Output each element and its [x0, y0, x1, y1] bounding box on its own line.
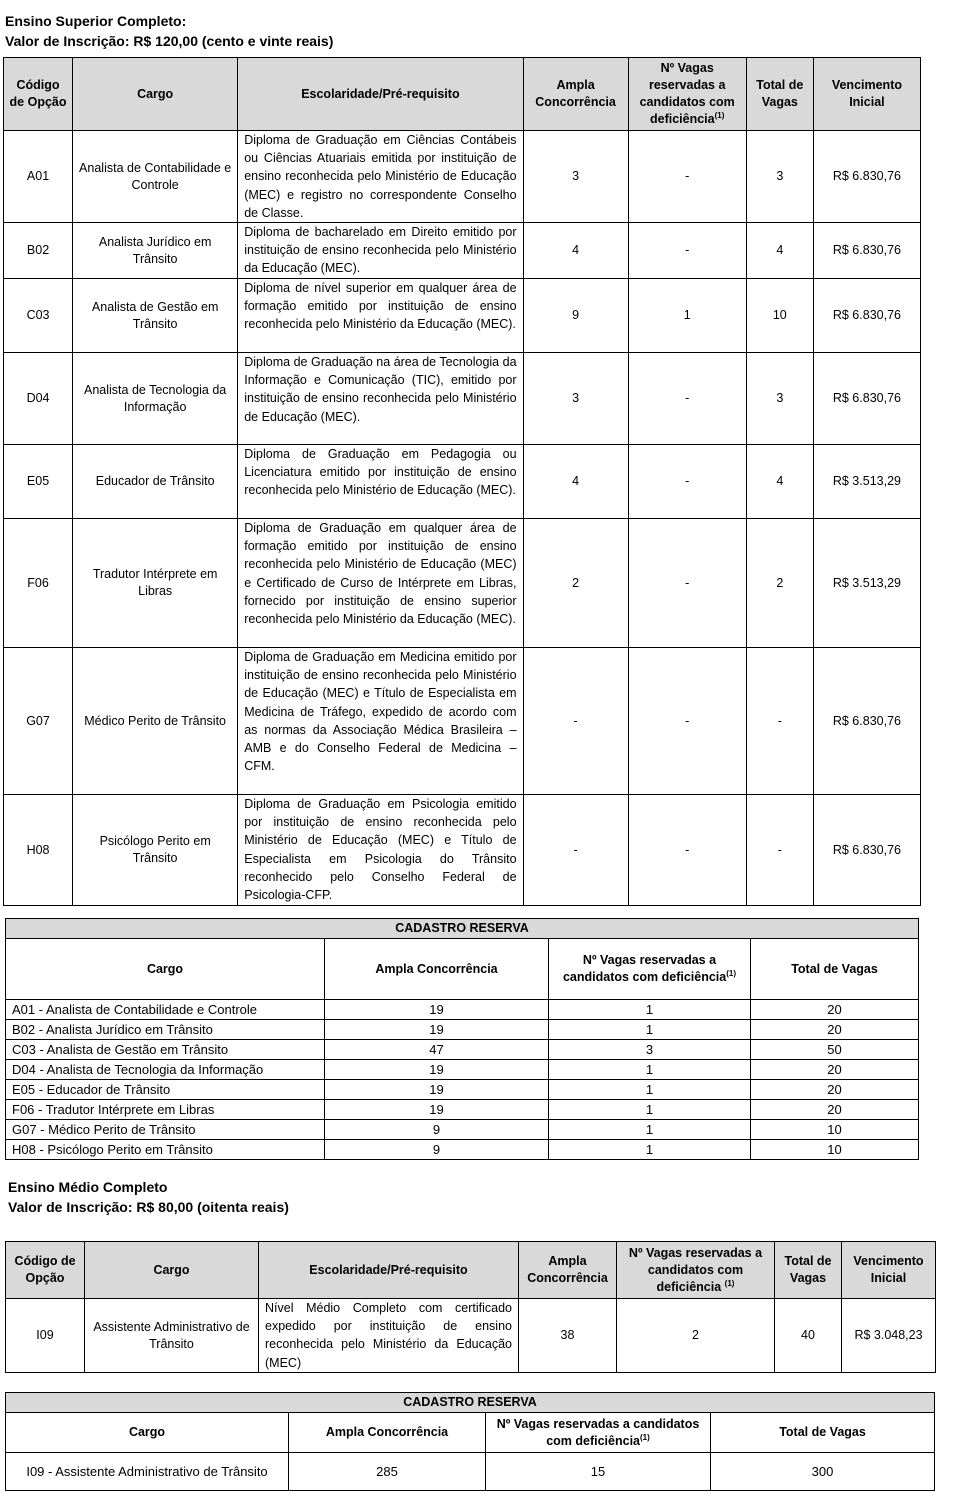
cell-ampla: 19	[325, 1080, 549, 1100]
cell-codigo: D04	[4, 353, 73, 445]
header-vencimento: Vencimento Inicial	[813, 58, 920, 131]
section-superior-title: Ensino Superior Completo:	[5, 13, 187, 29]
cell-def: -	[628, 353, 746, 445]
section-medio-fee: Valor de Inscrição: R$ 80,00 (oitenta reais)	[8, 1199, 289, 1215]
medio-header-row	[6, 1242, 936, 1299]
header-vagas-def	[628, 58, 746, 131]
cell-total: -	[746, 648, 813, 795]
cell-venc: R$ 6.830,76	[813, 648, 920, 795]
cell-venc: R$ 6.830,76	[813, 131, 920, 223]
cell-ampla: 3	[523, 131, 628, 223]
cell-def: 1	[628, 279, 746, 353]
cell-def: -	[628, 795, 746, 906]
cadastro-reserva-table-2	[5, 1392, 935, 1491]
cell-cargo: Educador de Trânsito	[73, 445, 238, 519]
table-row	[4, 445, 921, 519]
table-row	[6, 1060, 919, 1080]
cell-total: 20	[751, 1060, 919, 1080]
cell-codigo: C03	[4, 279, 73, 353]
header-codigo: Código de Opção	[6, 1242, 85, 1299]
cell-codigo: H08	[4, 795, 73, 906]
cell-cargo: B02 - Analista Jurídico em Trânsito	[6, 1020, 325, 1040]
cell-def: 2	[617, 1299, 775, 1373]
cell-def: 1	[549, 1020, 751, 1040]
cadastro-header-row	[6, 939, 919, 1000]
cell-codigo: F06	[4, 519, 73, 648]
cell-total: -	[746, 795, 813, 906]
header-vagas-def	[617, 1242, 775, 1299]
cell-def: 1	[549, 1080, 751, 1100]
cell-req: Diploma de Graduação em Ciências Contábeis ou Ciências Atuariais emitida por instituição de ensino reconhecida pelo Ministério de Educação (MEC) e registro no correspondente Conselho de Classe.	[238, 131, 523, 223]
cell-venc: R$ 3.048,23	[842, 1299, 936, 1373]
footnote-marker: (1)	[640, 1432, 650, 1442]
cell-ampla: 4	[523, 223, 628, 279]
cell-cargo: I09 - Assistente Administrativo de Trânsito	[6, 1453, 289, 1491]
cell-def: 1	[549, 1100, 751, 1120]
cell-cargo: G07 - Médico Perito de Trânsito	[6, 1120, 325, 1140]
cell-total: 3	[746, 131, 813, 223]
cell-req: Diploma de Graduação em qualquer área de formação emitido por instituição de ensino reconhecida pelo Ministério de Educação (MEC) e Certificado de Curso de Intérprete em Libras, fornecido por instituição de ensino superior reconhecida pelo Ministério da Educação (MEC).	[238, 519, 523, 648]
header-ampla: Ampla Concorrência	[325, 939, 549, 1000]
cell-total: 2	[746, 519, 813, 648]
header-cargo: Cargo	[6, 939, 325, 1000]
cell-ampla: 9	[325, 1120, 549, 1140]
table-row	[4, 519, 921, 648]
header-def	[486, 1413, 711, 1453]
cell-cargo: A01 - Analista de Contabilidade e Controle	[6, 1000, 325, 1020]
cell-ampla: 9	[325, 1140, 549, 1160]
cell-venc: R$ 3.513,29	[813, 519, 920, 648]
header-codigo: Código de Opção	[4, 58, 73, 131]
cell-req: Diploma de bacharelado em Direito emitido por instituição de ensino reconhecida pelo Ministério da Educação (MEC).	[238, 223, 523, 279]
cell-venc: R$ 6.830,76	[813, 795, 920, 906]
table-row	[6, 1299, 936, 1373]
cell-ampla: 19	[325, 1020, 549, 1040]
header-vencimento: Vencimento Inicial	[842, 1242, 936, 1299]
cell-cargo: H08 - Psicólogo Perito em Trânsito	[6, 1140, 325, 1160]
cell-cargo: Tradutor Intérprete em Libras	[73, 519, 238, 648]
header-total: Total de Vagas	[746, 58, 813, 131]
table-row	[4, 131, 921, 223]
cell-total: 10	[751, 1120, 919, 1140]
cadastro-title-row	[6, 1393, 935, 1413]
cell-ampla: 4	[523, 445, 628, 519]
footnote-marker: (1)	[724, 1278, 735, 1288]
cell-cargo: Psicólogo Perito em Trânsito	[73, 795, 238, 906]
footnote-marker: (1)	[726, 968, 737, 978]
cell-def: -	[628, 223, 746, 279]
header-def-text: Nº Vagas reservadas a candidatos com deficiência	[562, 953, 727, 984]
cell-ampla: 19	[325, 1060, 549, 1080]
cell-codigo: G07	[4, 648, 73, 795]
table-row	[6, 1040, 919, 1060]
cell-ampla: 19	[325, 1000, 549, 1020]
cell-ampla: 3	[523, 353, 628, 445]
table-row	[6, 1100, 919, 1120]
cell-cargo: D04 - Analista de Tecnologia da Informação	[6, 1060, 325, 1080]
cell-cargo: Analista Jurídico em Trânsito	[73, 223, 238, 279]
header-total: Total de Vagas	[711, 1413, 935, 1453]
cell-def: -	[628, 131, 746, 223]
section-medio-title: Ensino Médio Completo	[8, 1179, 168, 1195]
cell-venc: R$ 6.830,76	[813, 223, 920, 279]
cadastro-header-row	[6, 1413, 935, 1453]
cell-def: 3	[549, 1040, 751, 1060]
table-row	[6, 1020, 919, 1040]
cell-ampla: 19	[325, 1100, 549, 1120]
superior-table	[3, 57, 921, 906]
cell-cargo: C03 - Analista de Gestão em Trânsito	[6, 1040, 325, 1060]
cell-def: 1	[549, 1120, 751, 1140]
header-def-text: Nº Vagas reservadas a candidatos com deficiência	[496, 1416, 700, 1448]
header-total: Total de Vagas	[751, 939, 919, 1000]
cell-req: Nível Médio Completo com certificado expedido por instituição de ensino reconhecida pelo Ministério da Educação (MEC)	[259, 1299, 519, 1373]
table-row	[6, 1120, 919, 1140]
cell-ampla: 9	[523, 279, 628, 353]
cell-req: Diploma de Graduação em Psicologia emitido por instituição de ensino reconhecida pelo Ministério de Educação (MEC) e Título de Especialista em Psicologia do Trânsito reconhecido pelo Conselho Federal de Psicologia-CFP.	[238, 795, 523, 906]
cell-ampla: 47	[325, 1040, 549, 1060]
table-row	[4, 648, 921, 795]
cell-cargo: E05 - Educador de Trânsito	[6, 1080, 325, 1100]
cadastro-title: CADASTRO RESERVA	[6, 919, 919, 939]
cell-ampla: 38	[519, 1299, 617, 1373]
table-row	[6, 1140, 919, 1160]
header-escolaridade: Escolaridade/Pré-requisito	[259, 1242, 519, 1299]
cell-codigo: E05	[4, 445, 73, 519]
cell-cargo: Analista de Tecnologia da Informação	[73, 353, 238, 445]
header-escolaridade: Escolaridade/Pré-requisito	[238, 58, 523, 131]
cell-total: 300	[711, 1453, 935, 1491]
cell-total: 20	[751, 1020, 919, 1040]
table-row	[4, 353, 921, 445]
cell-req: Diploma de nível superior em qualquer área de formação emitido por instituição de ensino reconhecida pelo Ministério da Educação (MEC).	[238, 279, 523, 353]
header-cargo: Cargo	[73, 58, 238, 131]
cadastro-title: CADASTRO RESERVA	[6, 1393, 935, 1413]
cell-venc: R$ 3.513,29	[813, 445, 920, 519]
section-superior-fee: Valor de Inscrição: R$ 120,00 (cento e vinte reais)	[5, 33, 334, 49]
cell-total: 10	[746, 279, 813, 353]
cell-cargo: Médico Perito de Trânsito	[73, 648, 238, 795]
cell-req: Diploma de Graduação em Pedagogia ou Licenciatura emitido por instituição de ensino reconhecida pelo Ministério de Educação (MEC).	[238, 445, 523, 519]
cell-ampla: -	[523, 795, 628, 906]
table-row	[6, 1453, 935, 1491]
cell-total: 40	[775, 1299, 842, 1373]
cell-codigo: B02	[4, 223, 73, 279]
cell-total: 50	[751, 1040, 919, 1060]
table-row	[4, 279, 921, 353]
footnote-marker: (1)	[714, 110, 725, 120]
table-row	[4, 223, 921, 279]
cell-cargo: Assistente Administrativo de Trânsito	[85, 1299, 259, 1373]
header-cargo: Cargo	[6, 1413, 289, 1453]
cell-req: Diploma de Graduação em Medicina emitido por instituição de ensino reconhecida pelo Ministério de Educação (MEC) e Título de Especialista em Medicina de Tráfego, expedido de acordo com as normas da Associação Médica Brasileira – AMB e do Conselho Federal de Medicina – CFM.	[238, 648, 523, 795]
medio-table	[5, 1241, 936, 1373]
cell-req: Diploma de Graduação na área de Tecnologia da Informação e Comunicação (TIC), emitido por instituição de ensino reconhecida pelo Ministério de Educação (MEC).	[238, 353, 523, 445]
cell-def: -	[628, 445, 746, 519]
cell-venc: R$ 6.830,76	[813, 353, 920, 445]
cell-def: 1	[549, 1140, 751, 1160]
cadastro-reserva-table	[5, 918, 919, 1160]
cell-def: -	[628, 648, 746, 795]
cell-total: 10	[751, 1140, 919, 1160]
header-ampla: Ampla Concorrência	[289, 1413, 486, 1453]
cell-cargo: Analista de Contabilidade e Controle	[73, 131, 238, 223]
cell-total: 4	[746, 445, 813, 519]
header-ampla: Ampla Concorrência	[519, 1242, 617, 1299]
header-def	[549, 939, 751, 1000]
cell-total: 3	[746, 353, 813, 445]
cell-def: 1	[549, 1000, 751, 1020]
superior-header-row	[4, 58, 921, 131]
cell-ampla: 285	[289, 1453, 486, 1491]
cell-ampla: -	[523, 648, 628, 795]
header-vagas-def-text: Nº Vagas reservadas a candidatos com deficiência	[639, 61, 735, 126]
cell-def: -	[628, 519, 746, 648]
header-ampla: Ampla Concorrência	[523, 58, 628, 131]
cell-total: 20	[751, 1100, 919, 1120]
cadastro-title-row	[6, 919, 919, 939]
header-total: Total de Vagas	[775, 1242, 842, 1299]
cell-def: 15	[486, 1453, 711, 1491]
cell-total: 4	[746, 223, 813, 279]
cell-cargo: Analista de Gestão em Trânsito	[73, 279, 238, 353]
header-cargo: Cargo	[85, 1242, 259, 1299]
cell-total: 20	[751, 1080, 919, 1100]
cell-codigo: A01	[4, 131, 73, 223]
table-row	[6, 1000, 919, 1020]
cell-cargo: F06 - Tradutor Intérprete em Libras	[6, 1100, 325, 1120]
cell-codigo: I09	[6, 1299, 85, 1373]
table-row	[4, 795, 921, 906]
cell-ampla: 2	[523, 519, 628, 648]
cell-total: 20	[751, 1000, 919, 1020]
header-vagas-def-text: Nº Vagas reservadas a candidatos com deficiência	[628, 1245, 763, 1294]
cell-venc: R$ 6.830,76	[813, 279, 920, 353]
cell-def: 1	[549, 1060, 751, 1080]
table-row	[6, 1080, 919, 1100]
